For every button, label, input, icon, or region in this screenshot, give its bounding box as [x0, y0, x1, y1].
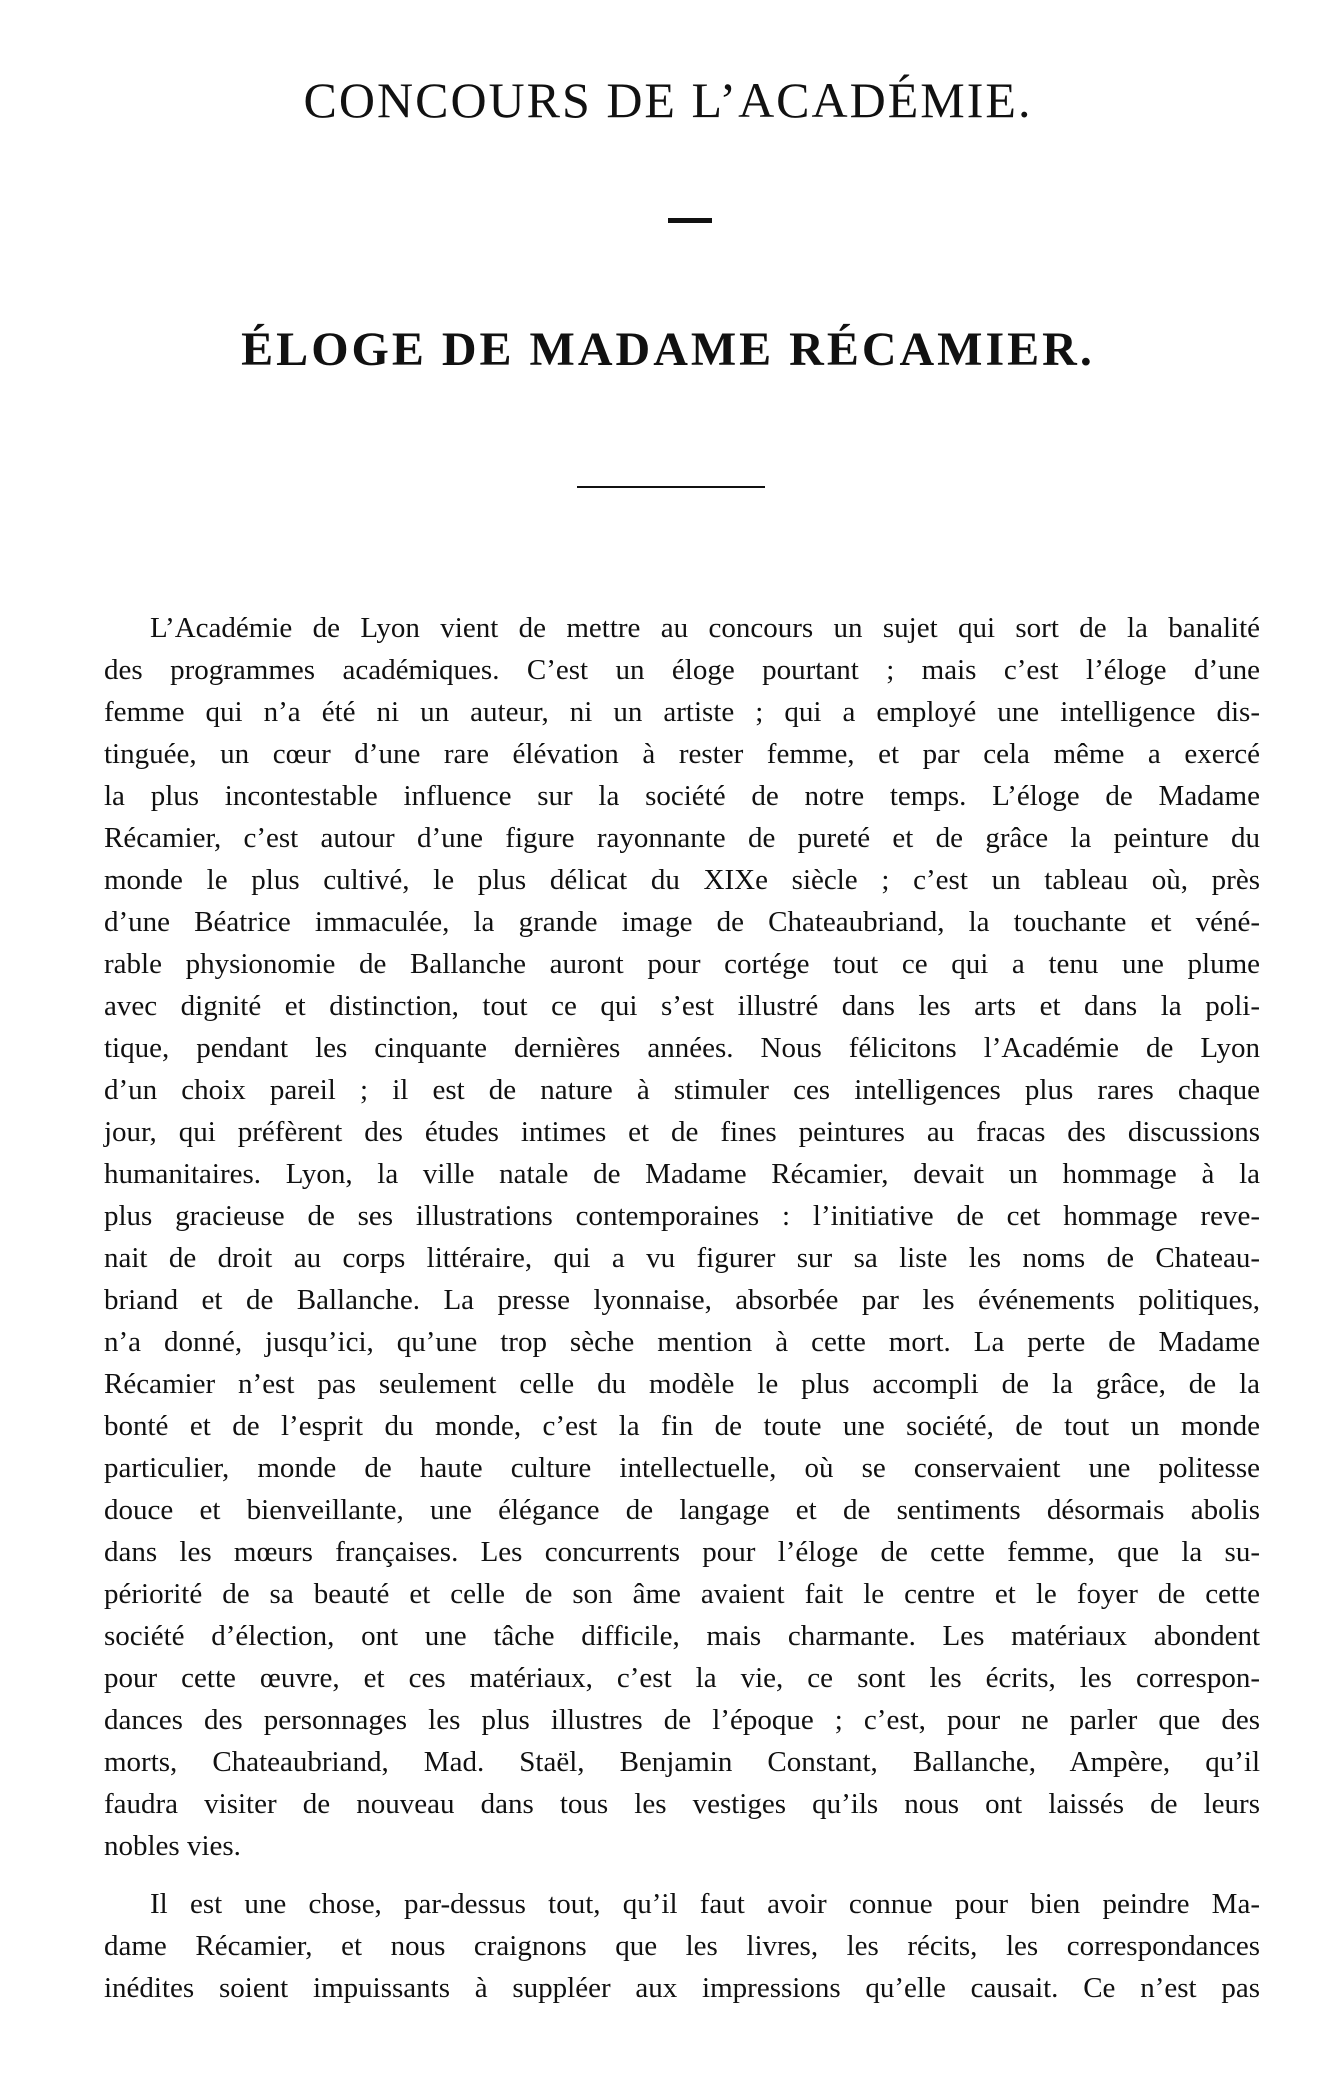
text-line: société d’élection, ont une tâche difficile, mais charmante. Les matériaux abondent [104, 1620, 1260, 1652]
text-line: Récamier, c’est autour d’une figure rayonnante de pureté et de grâce la peinture du [104, 822, 1260, 854]
text-line: femme qui n’a été ni un auteur, ni un artiste ; qui a employé une intelligence dis- [104, 696, 1260, 728]
text-line: jour, qui préfèrent des études intimes et de fines peintures au fracas des discussions [104, 1116, 1260, 1148]
title-rule [577, 486, 765, 488]
text-line: Récamier n’est pas seulement celle du modèle le plus accompli de la grâce, de la [104, 1368, 1260, 1400]
text-line: d’une Béatrice immaculée, la grande image de Chateaubriand, la touchante et véné- [104, 906, 1260, 938]
text-line: humanitaires. Lyon, la ville natale de Madame Récamier, devait un hommage à la [104, 1158, 1260, 1190]
text-line: bonté et de l’esprit du monde, c’est la fin de toute une société, de tout un monde [104, 1410, 1260, 1442]
text-line: briand et de Ballanche. La presse lyonnaise, absorbée par les événements politiques, [104, 1284, 1260, 1316]
text-line: des programmes académiques. C’est un éloge pourtant ; mais c’est l’éloge d’une [104, 654, 1260, 686]
text-line: dame Récamier, et nous craignons que les livres, les récits, les correspondances [104, 1930, 1260, 1962]
section-heading: CONCOURS DE L’ACADÉMIE. [303, 72, 1033, 128]
text-line: morts, Chateaubriand, Mad. Staël, Benjamin Constant, Ballanche, Ampère, qu’il [104, 1746, 1260, 1778]
text-line: Il est une chose, par-dessus tout, qu’il faut avoir connue pour bien peindre Ma- [150, 1888, 1260, 1920]
text-line: la plus incontestable influence sur la société de notre temps. L’éloge de Madame [104, 780, 1260, 812]
text-line: dances des personnages les plus illustres de l’époque ; c’est, pour ne parler que des [104, 1704, 1260, 1736]
text-line: nobles vies. [104, 1830, 241, 1862]
text-line: n’a donné, jusqu’ici, qu’une trop sèche mention à cette mort. La perte de Madame [104, 1326, 1260, 1358]
separator-dash [668, 218, 712, 223]
text-line: d’un choix pareil ; il est de nature à stimuler ces intelligences plus rares chaque [104, 1074, 1260, 1106]
text-line: tinguée, un cœur d’une rare élévation à rester femme, et par cela même a exercé [104, 738, 1260, 770]
text-line: particulier, monde de haute culture intellectuelle, où se conservaient une politesse [104, 1452, 1260, 1484]
text-line: tique, pendant les cinquante dernières années. Nous félicitons l’Académie de Lyon [104, 1032, 1260, 1064]
text-line: monde le plus cultivé, le plus délicat du XIXe siècle ; c’est un tableau où, près [104, 864, 1260, 896]
article-title: ÉLOGE DE MADAME RÉCAMIER. [241, 323, 1095, 376]
text-line: inédites soient impuissants à suppléer aux impressions qu’elle causait. Ce n’est pas [104, 1972, 1260, 2004]
text-line: avec dignité et distinction, tout ce qui s’est illustré dans les arts et dans la poli- [104, 990, 1260, 1022]
text-line: douce et bienveillante, une élégance de langage et de sentiments désormais abolis [104, 1494, 1260, 1526]
text-line: faudra visiter de nouveau dans tous les vestiges qu’ils nous ont laissés de leurs [104, 1788, 1260, 1820]
text-line: nait de droit au corps littéraire, qui a vu figurer sur sa liste les noms de Chateau- [104, 1242, 1260, 1274]
text-line: plus gracieuse de ses illustrations contemporaines : l’initiative de cet hommage reve- [104, 1200, 1260, 1232]
text-line: L’Académie de Lyon vient de mettre au concours un sujet qui sort de la banalité [150, 612, 1260, 644]
text-line: rable physionomie de Ballanche auront pour cortége tout ce qui a tenu une plume [104, 948, 1260, 980]
text-line: dans les mœurs françaises. Les concurrents pour l’éloge de cette femme, que la su- [104, 1536, 1260, 1568]
text-line: périorité de sa beauté et celle de son âme avaient fait le centre et le foyer de cette [104, 1578, 1260, 1610]
text-line: pour cette œuvre, et ces matériaux, c’est la vie, ce sont les écrits, les correspon- [104, 1662, 1260, 1694]
